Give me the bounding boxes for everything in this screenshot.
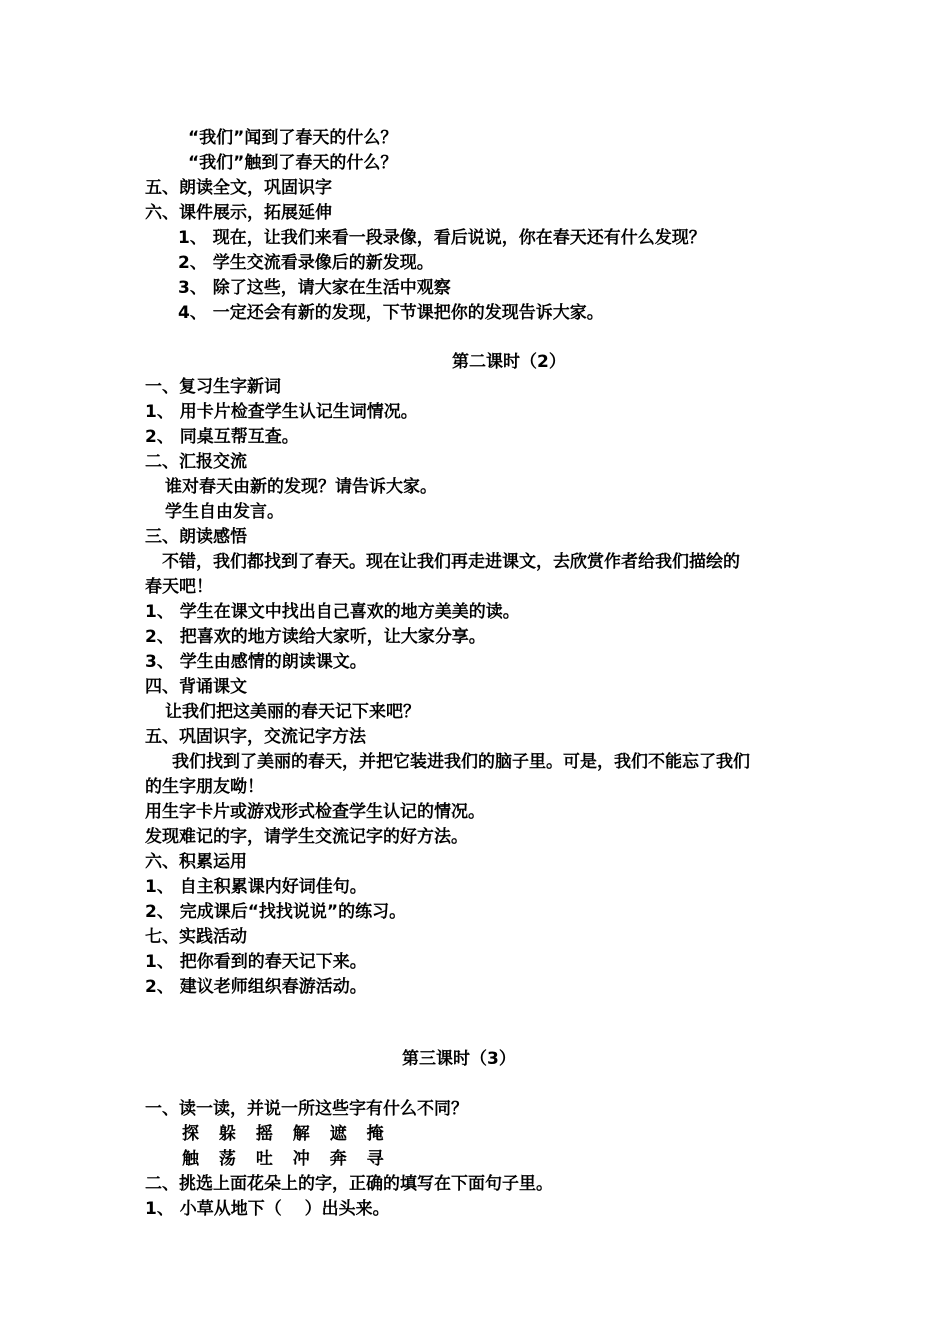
paragraph: 我们找到了美丽的春天，并把它装进我们的脑子里。可是，我们不能忘了我们	[172, 752, 750, 772]
paragraph: 发现难记的字，请学生交流记字的好方法。	[145, 827, 468, 847]
paragraph: 学生自由发言。	[165, 502, 284, 522]
question-touch: “我们”触到了春天的什么？	[188, 153, 398, 173]
character: 奔	[329, 1149, 347, 1169]
paragraph: 春天吧！	[145, 577, 213, 597]
list-item: 1、 现在，让我们来看一段录像，看后说说，你在春天还有什么发现？	[178, 228, 706, 248]
paragraph: 的生字朋友呦！	[145, 777, 264, 797]
list-item: 1、 用卡片检查学生认记生词情况。	[145, 402, 418, 422]
paragraph: 用生字卡片或游戏形式检查学生认记的情况。	[145, 802, 485, 822]
section-heading: 五、朗读全文，巩固识字	[145, 178, 332, 198]
character: 寻	[366, 1149, 384, 1169]
character: 冲	[292, 1149, 310, 1169]
paragraph: 让我们把这美丽的春天记下来吧？	[165, 702, 420, 722]
character: 遮	[329, 1124, 347, 1144]
section-heading: 三、朗读感悟	[145, 527, 247, 547]
list-item: 1、 小草从地下（ ）出头来。	[145, 1199, 390, 1219]
list-item: 3、 除了这些，请大家在生活中观察	[178, 278, 451, 298]
list-item: 1、 学生在课文中找出自己喜欢的地方美美的读。	[145, 602, 520, 622]
character: 探	[182, 1124, 199, 1144]
list-item: 2、 完成课后“找找说说”的练习。	[145, 902, 407, 922]
lesson2-heading: 第二课时（2）	[452, 352, 566, 372]
section-heading: 六、积累运用	[145, 852, 247, 872]
section-heading: 五、巩固识字，交流记字方法	[145, 727, 366, 747]
list-item: 2、 建议老师组织春游活动。	[145, 977, 367, 997]
list-item: 1、 自主积累课内好词佳句。	[145, 877, 367, 897]
character: 吐	[255, 1149, 273, 1169]
list-item: 4、 一定还会有新的发现，下节课把你的发现告诉大家。	[178, 303, 604, 323]
list-item: 1、 把你看到的春天记下来。	[145, 952, 367, 972]
section-heading: 七、实践活动	[145, 927, 247, 947]
section-heading: 一、复习生字新词	[145, 377, 281, 397]
section-heading: 一、读一读，并说一所这些字有什么不同？	[145, 1099, 468, 1119]
character: 掩	[366, 1124, 384, 1144]
section-heading: 六、课件展示，拓展延伸	[145, 203, 332, 223]
list-item: 2、 同桌互帮互查。	[145, 427, 299, 447]
section-heading: 二、挑选上面花朵上的字，正确的填写在下面句子里。	[145, 1174, 553, 1194]
list-item: 3、 学生由感情的朗读课文。	[145, 652, 367, 672]
list-item: 2、 学生交流看录像后的新发现。	[178, 253, 434, 273]
character: 触	[182, 1149, 199, 1169]
lesson3-heading: 第三课时（3）	[402, 1049, 516, 1069]
section-heading: 四、背诵课文	[145, 677, 247, 697]
question-smell: “我们”闻到了春天的什么？	[188, 128, 398, 148]
paragraph: 谁对春天由新的发现？请告诉大家。	[165, 477, 437, 497]
list-item: 2、 把喜欢的地方读给大家听，让大家分享。	[145, 627, 486, 647]
character-row-2	[182, 1147, 852, 1171]
section-heading: 二、汇报交流	[145, 452, 247, 472]
character: 摇	[255, 1124, 273, 1144]
character: 解	[292, 1124, 310, 1144]
character-row-1	[182, 1122, 852, 1146]
character: 躲	[218, 1124, 236, 1144]
character: 荡	[218, 1149, 236, 1169]
paragraph: 不错，我们都找到了春天。现在让我们再走进课文，去欣赏作者给我们描绘的	[162, 552, 740, 572]
